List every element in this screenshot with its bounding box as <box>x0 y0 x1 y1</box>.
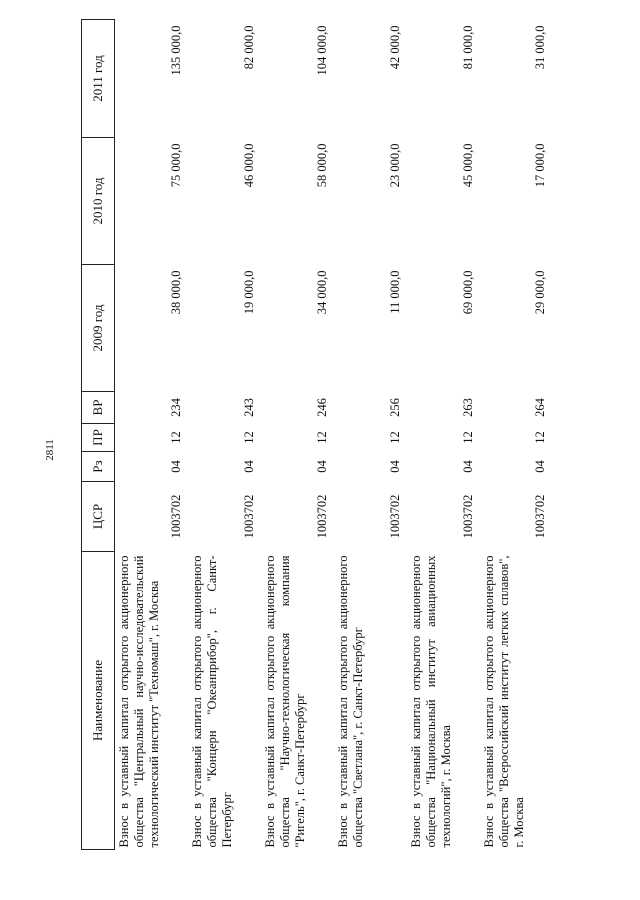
row-name: Взнос в уставный капитал открытого акционерного общества "Светлана", г. Санкт-Петербург <box>336 555 365 848</box>
row-vr: 264 <box>533 398 547 417</box>
row-name: Взнос в уставный капитал открытого акционерного общества "Национальный институт авиационных технологий", г. Москва <box>409 555 453 848</box>
row-pr: 12 <box>315 431 329 444</box>
row-csr: 1003702 <box>461 494 475 539</box>
table-row <box>480 20 552 850</box>
row-2011: 81 000,0 <box>461 25 475 70</box>
row-2011: 135 000,0 <box>169 25 183 76</box>
row-rz: 04 <box>242 460 256 473</box>
row-pr: 12 <box>169 431 183 444</box>
row-name: Взнос в уставный капитал открытого акционерного общества "Научно-технологическая компания "Ригель", г. Санкт-Петербург <box>263 555 307 848</box>
row-2009: 11 000,0 <box>388 270 402 314</box>
row-pr: 12 <box>388 431 402 444</box>
row-csr: 1003702 <box>242 494 256 539</box>
row-vr: 246 <box>315 398 329 417</box>
header-vr: ВР <box>82 392 115 424</box>
row-2009: 19 000,0 <box>242 270 256 315</box>
row-name: Взнос в уставный капитал открытого акционерного общества "Всероссийский институт легких сплавов", г. Москва <box>482 555 526 848</box>
row-rz: 04 <box>533 460 547 473</box>
header-row <box>82 20 115 850</box>
row-2010: 58 000,0 <box>315 143 329 188</box>
row-pr: 12 <box>242 431 256 444</box>
row-pr: 12 <box>461 431 475 444</box>
header-2009: 2009 год <box>82 265 115 392</box>
table-row <box>115 20 189 850</box>
row-rz: 04 <box>169 460 183 473</box>
row-csr: 1003702 <box>169 494 183 539</box>
header-name: Наименование <box>82 552 115 850</box>
row-csr: 1003702 <box>315 494 329 539</box>
table-row <box>261 20 334 850</box>
header-2011: 2011 год <box>82 20 115 138</box>
row-2009: 34 000,0 <box>315 270 329 315</box>
row-2011: 104 000,0 <box>315 25 329 76</box>
table-row <box>407 20 480 850</box>
row-2009: 29 000,0 <box>533 270 547 315</box>
row-rz: 04 <box>315 460 329 473</box>
row-2011: 42 000,0 <box>388 25 402 70</box>
row-2009: 38 000,0 <box>169 270 183 315</box>
row-vr: 243 <box>242 398 256 417</box>
page-number: 2811 <box>44 439 56 461</box>
header-csr: ЦСР <box>82 482 115 552</box>
row-2009: 69 000,0 <box>461 270 475 315</box>
row-2011: 82 000,0 <box>242 25 256 70</box>
table-row <box>334 20 407 850</box>
row-rz: 04 <box>388 460 402 473</box>
row-2010: 46 000,0 <box>242 143 256 188</box>
row-vr: 263 <box>461 398 475 417</box>
row-vr: 256 <box>388 398 402 417</box>
row-2010: 75 000,0 <box>169 143 183 188</box>
row-rz: 04 <box>461 460 475 473</box>
row-name: Взнос в уставный капитал открытого акционерного общества "Центральный научно-исследовательский технологический институт "Техномаш", г. Москва <box>117 555 161 848</box>
rotated-content <box>81 20 547 850</box>
budget-table <box>81 19 552 850</box>
row-2010: 45 000,0 <box>461 143 475 188</box>
row-csr: 1003702 <box>388 494 402 539</box>
row-vr: 234 <box>169 398 183 417</box>
header-rz: Рз <box>82 452 115 482</box>
header-pr: ПР <box>82 424 115 452</box>
row-name: Взнос в уставный капитал открытого акционерного общества "Концерн "Океанприбор", г. Санкт-Петербург <box>190 555 234 848</box>
row-pr: 12 <box>533 431 547 444</box>
table-row <box>188 20 261 850</box>
row-2011: 31 000,0 <box>533 25 547 70</box>
row-2010: 17 000,0 <box>533 143 547 188</box>
header-2010: 2010 год <box>82 138 115 265</box>
row-2010: 23 000,0 <box>388 143 402 188</box>
row-csr: 1003702 <box>533 494 547 539</box>
